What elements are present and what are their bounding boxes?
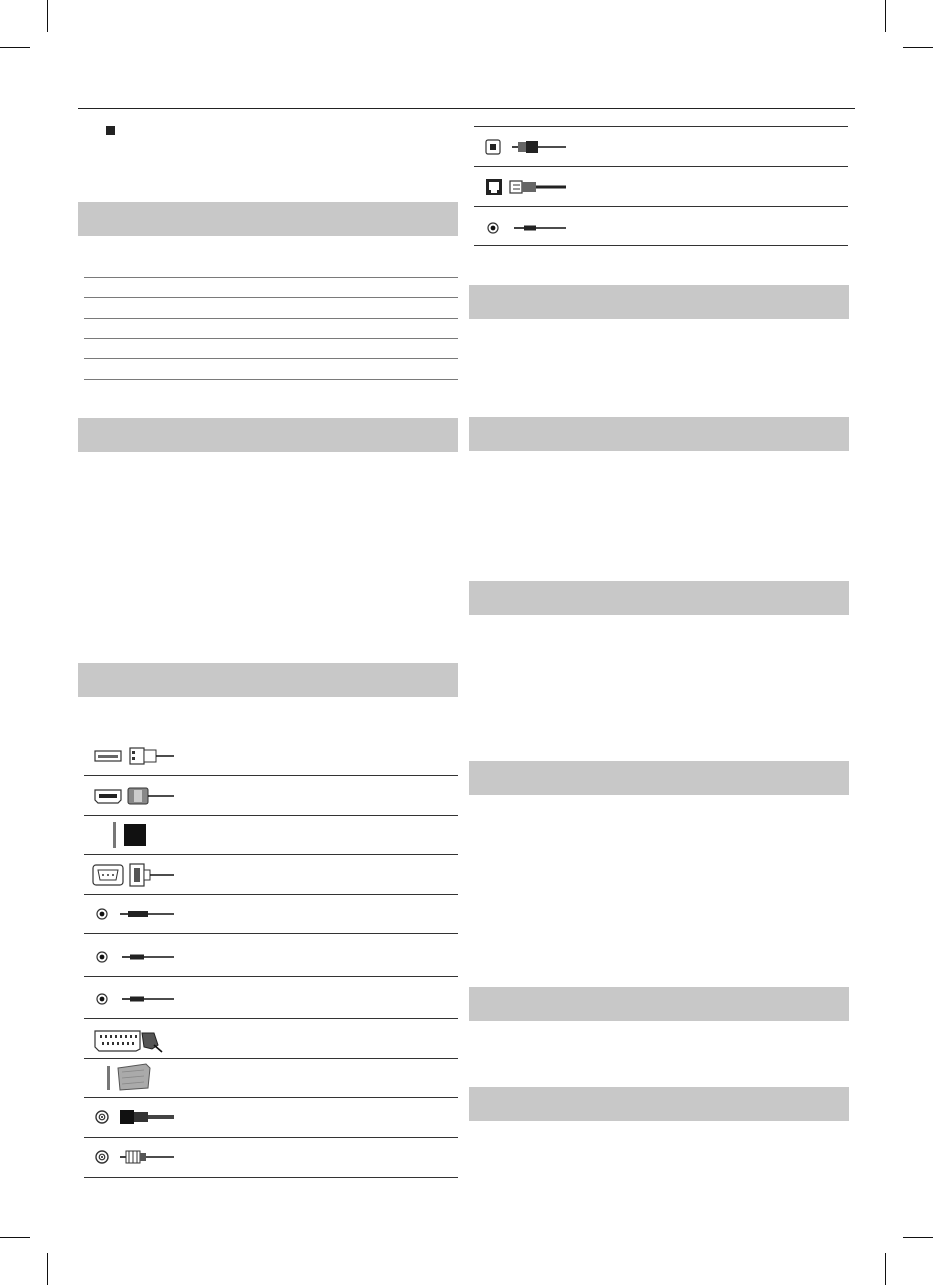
section-bar — [469, 987, 849, 1021]
section-bar — [469, 761, 849, 795]
crop-mark — [903, 1237, 933, 1238]
section-bar — [78, 663, 458, 697]
audio-jack-icon — [94, 947, 176, 967]
table-row-divider — [474, 166, 848, 167]
table-row-divider — [474, 245, 848, 246]
table-row-divider — [84, 815, 458, 816]
crop-mark — [885, 0, 886, 32]
vga-port-icon — [92, 862, 176, 888]
table-row-divider — [84, 277, 458, 278]
crop-mark — [47, 1253, 48, 1285]
table-row-divider — [84, 1177, 458, 1178]
crop-mark — [47, 0, 48, 32]
table-row-divider — [84, 379, 458, 380]
section-bar — [78, 202, 458, 236]
sd-card-slot-icon — [106, 1062, 154, 1092]
crop-mark — [885, 1253, 886, 1285]
hdmi-port-icon — [94, 786, 176, 806]
section-bar — [469, 1087, 849, 1121]
section-bar — [78, 418, 458, 452]
optical-port-icon — [484, 137, 568, 157]
section-bar — [469, 285, 849, 319]
square-bullet-icon — [106, 126, 115, 135]
ci-card-slot-icon — [112, 820, 152, 850]
table-row-divider — [84, 297, 458, 298]
usb-port-icon — [94, 746, 176, 766]
table-row-divider — [84, 358, 458, 359]
table-row-divider — [84, 854, 458, 855]
table-row-divider — [84, 1018, 458, 1019]
section-bar — [469, 581, 849, 615]
header-rule — [78, 108, 855, 109]
table-row-divider — [84, 338, 458, 339]
table-row-divider — [84, 976, 458, 977]
scart-port-icon — [94, 1027, 170, 1055]
table-row-divider — [84, 1097, 458, 1098]
audio-jack-icon — [94, 989, 176, 1009]
table-row-divider — [84, 1058, 458, 1059]
table-row-divider — [84, 1137, 458, 1138]
lan-port-icon — [484, 177, 568, 197]
table-row-divider — [84, 894, 458, 895]
table-row-divider — [84, 775, 458, 776]
satellite-port-icon — [94, 1147, 176, 1167]
audio-jack-icon — [94, 904, 176, 924]
table-row-divider — [84, 318, 458, 319]
table-row-divider — [84, 933, 458, 934]
headphone-jack-icon — [484, 218, 568, 238]
crop-mark — [0, 47, 30, 48]
table-row-divider — [474, 206, 848, 207]
section-bar — [469, 417, 849, 451]
crop-mark — [0, 1237, 30, 1238]
table-row-divider — [474, 126, 848, 127]
crop-mark — [903, 47, 933, 48]
antenna-port-icon — [94, 1107, 176, 1127]
